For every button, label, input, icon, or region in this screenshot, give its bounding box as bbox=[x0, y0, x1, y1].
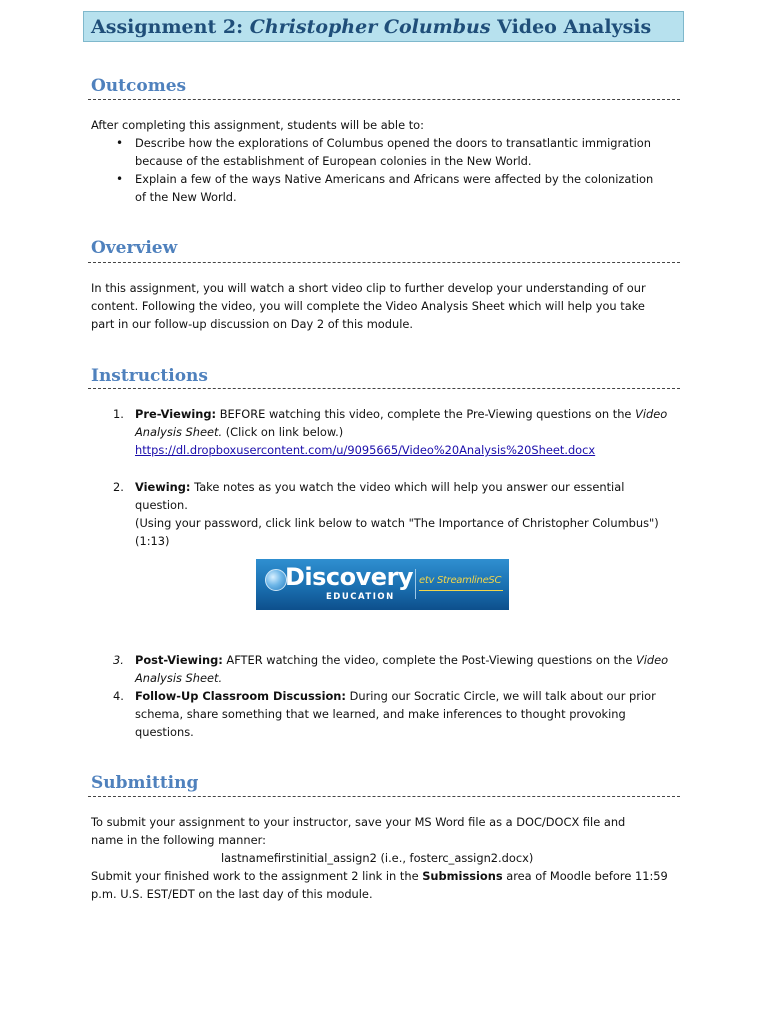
submitting-divider bbox=[88, 796, 680, 797]
outcomes-heading: Outcomes bbox=[91, 76, 187, 96]
instruction-4-line-3: questions. bbox=[135, 725, 194, 739]
globe-icon bbox=[265, 569, 287, 591]
bullet-icon: • bbox=[116, 172, 124, 186]
instruction-4-line-1: Follow-Up Classroom Discussion: During our Socratic Circle, we will talk about our prior bbox=[135, 689, 656, 703]
outcomes-divider bbox=[88, 99, 680, 100]
instruction-2-line-1: Viewing: Take notes as you watch the video which will help you answer our essential bbox=[135, 480, 625, 494]
overview-heading: Overview bbox=[91, 238, 178, 258]
instruction-3-line-2: Analysis Sheet. bbox=[135, 671, 223, 685]
instruction-4-line-2: schema, share something that we learned, and make inferences to thought provoking bbox=[135, 707, 626, 721]
instruction-2-line-2: question. bbox=[135, 498, 188, 512]
instruction-number-1: 1. bbox=[113, 407, 124, 421]
education-brand-text: EDUCATION bbox=[326, 592, 395, 602]
instruction-3-line-1: Post-Viewing: AFTER watching the video, complete the Post-Viewing questions on the Video bbox=[135, 653, 669, 667]
discovery-education-logo-link[interactable] bbox=[256, 559, 509, 610]
overview-line-1: In this assignment, you will watch a short video clip to further develop your understanding of our bbox=[91, 281, 646, 295]
discovery-brand-text: Discovery bbox=[285, 563, 414, 591]
submitting-line-4: Submit your finished work to the assignment 2 link in the Submissions area of Moodle before 11:59 bbox=[91, 869, 668, 883]
outcome-bullet-1-line-1: Describe how the explorations of Columbus opened the doors to transatlantic immigration bbox=[135, 136, 651, 150]
submitting-line-1: To submit your assignment to your instructor, save your MS Word file as a DOC/DOCX file and bbox=[91, 815, 626, 829]
etv-underline bbox=[419, 590, 503, 591]
instruction-2-line-4: (1:13) bbox=[135, 534, 170, 548]
file-naming-format: lastnamefirstinitial_assign2 (i.e., fosterc_assign2.docx) bbox=[221, 851, 534, 865]
instructions-heading: Instructions bbox=[91, 366, 208, 386]
logo-separator bbox=[415, 569, 416, 599]
instruction-1-line-2: Analysis Sheet. (Click on link below.) bbox=[135, 425, 344, 439]
outcome-bullet-1-line-2: because of the establishment of European colonies in the New World. bbox=[135, 154, 532, 168]
instruction-number-4: 4. bbox=[113, 689, 124, 703]
submitting-line-5: p.m. U.S. EST/EDT on the last day of this module. bbox=[91, 887, 373, 901]
page-title: Assignment 2: Christopher Columbus Video Analysis bbox=[91, 16, 652, 38]
outcome-bullet-2-line-1: Explain a few of the ways Native Americans and Africans were affected by the colonization bbox=[135, 172, 654, 186]
outcomes-intro: After completing this assignment, students will be able to: bbox=[91, 118, 424, 132]
instructions-divider bbox=[88, 388, 680, 389]
submitting-line-2: name in the following manner: bbox=[91, 833, 266, 847]
etv-streamline-text: etv StreamlineSC bbox=[419, 575, 502, 586]
outcome-bullet-2-line-2: of the New World. bbox=[135, 190, 237, 204]
overview-divider bbox=[88, 262, 680, 263]
bullet-icon: • bbox=[116, 136, 124, 150]
video-analysis-sheet-link[interactable]: https://dl.dropboxusercontent.com/u/9095665/Video%20Analysis%20Sheet.docx bbox=[135, 443, 596, 457]
overview-line-3: part in our follow-up discussion on Day 2 of this module. bbox=[91, 317, 414, 331]
title-banner bbox=[83, 11, 684, 42]
instruction-2-line-3: (Using your password, click link below to watch "The Importance of Christopher Columbus") bbox=[135, 516, 659, 530]
instruction-number-2: 2. bbox=[113, 480, 124, 494]
instruction-number-3: 3. bbox=[113, 653, 124, 667]
overview-line-2: content. Following the video, you will complete the Video Analysis Sheet which will help you take bbox=[91, 299, 645, 313]
submitting-heading: Submitting bbox=[91, 773, 199, 793]
instruction-1-line-1: Pre-Viewing: BEFORE watching this video, complete the Pre-Viewing questions on the Video bbox=[135, 407, 668, 421]
